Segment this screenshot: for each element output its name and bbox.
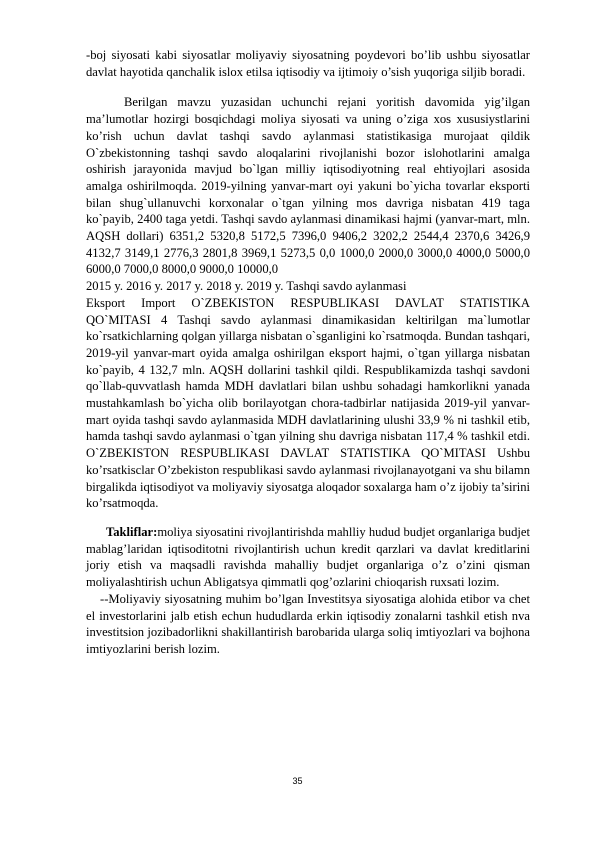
paragraph-trade-statistics: Berilgan mavzu yuzasidan uchunchi rejani yoritish davomida yig’ilgan ma’lumotlar hozirgi bosqichdagi moliya siyosati va uning o’ziga xos xususiystlarini ko’rish uchun davlat tashqi savdo aylanmasi statistikasiga murojaat qildik O`zbekistonning tashqi savdo aloqalarini rivojlanishi bozor islohotlarini amalga oshirish jarayonida mavjud bo`lgan milliy iqtisodiyotning real ehtiyojlari asosida amalga oshirilmoqda. 2019-yilning yanvar-mart oyi yakuni bo`yicha tovarlar eksporti bilan shug`ullanuvchi korxonalar o`tgan yilning mos davriga nisbatan 419 taga ko`payib, 2400 taga yetdi. Tashqi savdo aylanmasi dinamikasi hajmi (yanvar-mart, mln. AQSH dollari) 6351,2 5320,8 5172,5 7396,0 9406,2 3202,2 2544,4 2370,6 3426,9 4132,7 3149,1 2776,3 2801,8 3969,1 5273,5 0,0 1000,0 2000,0 3000,0 4000,0 5000,0 6000,0 7000,0 8000,0 9000,0 10000,0 xyxy=(86,95,530,277)
proposals-label: Takliflar: xyxy=(106,524,158,539)
document-page xyxy=(86,47,530,658)
paragraph-proposals xyxy=(86,524,530,591)
paragraph-investment-policy: --Moliyaviy siyosatning muhim bo’lgan Investitsya siyosatiga alohida etibor va chet el investorlarini jalb etish echun hududlarda erkin iqtisodiy zonalarni tashkil etish nva investitsion jozibadorlikni shakillantirish barobarida ularga soliq imtiyozlari va bojhona imtiyozlarini berish lozim. xyxy=(86,591,530,656)
proposals-text: moliya siyosatini rivojlantirishda mahlliy hudud budjet organlariga budjet mablag’laridan iqtisoditotni rivojlantirish uchun kredit qarzlari va davlat kreditlarini joriy etish va maqsadli ravishda mahalliy budjet organlariga o’z o’zini qisman moliyalashtirish uchun Abligatsya qimmatli qog’ozlarini chioqarish ruxsati lozim. xyxy=(86,524,530,590)
paragraph-intro: -boj siyosati kabi siyosatlar moliyaviy siyosatning poydevori bo’lib ushbu siyosatlar davlat hayotida qanchalik islox etilsa iqtisodiy va ijtimoiy o’sish yuqoriga siljib boradi. xyxy=(86,48,530,79)
paragraph-year-labels: 2015 y. 2016 y. 2017 y. 2018 y. 2019 y. Tashqi savdo aylanmasi xyxy=(86,279,407,294)
paragraph-statistics-committee: Eksport Import O`ZBEKISTON RESPUBLIKASI DAVLAT STATISTIKA QO`MITASI 4 Tashqi savdo aylanmasi dinamikasidan keltirilgan ma`lumotlar ko`rsatkichlarning qolgan yillarga nisbatan o`sganligini ko`rsatmoqda. Bundan tashqari, 2019-yil yanvar-mart oyida amalga oshirilgan eksport hajmi, o`tgan yillarga nisbatan ko`payib, 4 132,7 mln. AQSH dollarini tashkil qildi. Respublikamizda tashqi savdoni qo`llab-quvvatlash hamda MDH davlatlari bilan ushbu sohadagi hamkorlikni yanada mustahkamlash bo`yicha olib borilayotgan chora-tadbirlar natijasida 2019-yil yanvar-mart oyida tashqi savdo aylanmasida MDH davlatlarining ulushi 33,9 % ni tashkil etib, hamda tashqi savdo aylanmasi o`tgan yilning shu davriga nisbatan 117,4 % tashkil etdi. O`ZBEKISTON RESPUBLIKASI DAVLAT STATISTIKA QO`MITASI Ushbu ko’rsatkisclar O’zbekiston respublikasi savdo aylanmasi rivojlanayotgani va shu bilamn birgalikda iqtisodiyot va moliyaviy siyosatga aloqador soxalarga ham o’z ijobiy ta’sirini ko’rsatmoqda. xyxy=(86,295,530,511)
page-number: 35 xyxy=(292,776,303,786)
